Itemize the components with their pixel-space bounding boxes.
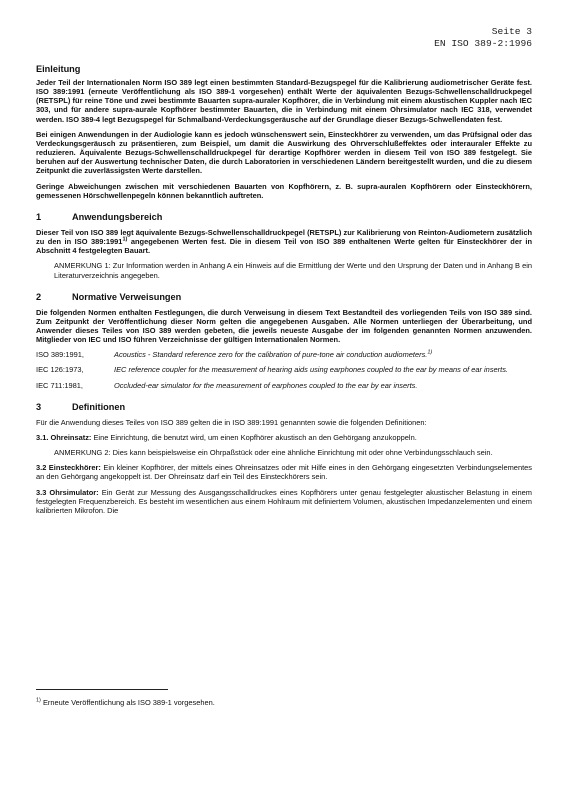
standard-id: EN ISO 389-2:1996 bbox=[434, 38, 532, 49]
definition-3-1 bbox=[36, 433, 532, 442]
reference-id: IEC 711:1981, bbox=[36, 380, 83, 390]
scope-text-b: angegebenen Werten fest. Die in diesem Teil von ISO 389 enthaltenen Werte gelten für Einsteckhörer der in Abschnitt 4 festgelegten Bauart. bbox=[36, 237, 532, 256]
reference-text: Acoustics - Standard reference zero for the calibration of pure-tone air conduction audiometers. bbox=[114, 350, 428, 360]
section-number: 2 bbox=[36, 291, 42, 302]
definition-3-3 bbox=[36, 488, 532, 515]
definition-term: 3.1. Ohreinsatz: bbox=[36, 432, 92, 442]
page-header bbox=[434, 26, 532, 50]
intro-paragraph-2: Bei einigen Anwendungen in der Audiologie kann es jedoch wünschenswert sein, Einsteckhörer zu verwenden, um das Prüfsignal oder das Verdeckungsgeräusch zu präsentieren, zum Beispiel, um damit die Auswirkung des Ohrverschlußeffektes oder interauraler Effekte zu reduzieren. Äquivalente Bezugs-Schwellenschalldruckpegel für derartige Kopfhörer werden in diesem Teil von ISO 389 festgelegt. Sie beruhen auf der Auswertung technischer Daten, die durch Laboratorien in verschiedenen Ländern bereitgestellt wurden, und die zu diesem Zeitpunkt die zuverlässigsten Werte darstellen. bbox=[36, 129, 532, 176]
definitions-intro: Für die Anwendung dieses Teiles von ISO 389 gelten die in ISO 389:1991 genannten sowie die folgenden Definitionen: bbox=[36, 417, 427, 427]
intro-paragraph-1: Jeder Teil der Internationalen Norm ISO 389 legt einen bestimmten Standard-Bezugspegel für die Kalibrierung audiometrischer Geräte fest. ISO 389:1991 (erneute Veröffentlichung als ISO 389-1 vorgesehen) enthält Werte der äquivalenten Bezugs-Schwellenschalldruckpegel (RETSPL) für reine Töne und zwei bestimmte Bauarten supra-auraler Kopfhörer, die in Verbindung mit einem akustischen Kuppler nach IEC 303, und für andere supra-aurale Kopfhörer bestimmter Bauarten, die in Verbindung mit einem Ohrsimulator nach IEC 318, verwendet werden. ISO 389-4 legt Bezugspegel für Schmalband-Verdeckungsgeräusche auf der Grundlage dieser Bezugs-Schwellendaten fest. bbox=[36, 78, 532, 124]
reference-id: ISO 389:1991, bbox=[36, 350, 84, 360]
section-title: Normative Verweisungen bbox=[72, 291, 182, 302]
intro-heading: Einleitung bbox=[36, 64, 81, 74]
reference-title: Occluded-ear simulator for the measurement of earphones coupled to the ear by ear inserts. bbox=[114, 380, 418, 390]
section-number: 1 bbox=[36, 211, 42, 222]
section-3-heading bbox=[36, 402, 532, 412]
reference-title bbox=[114, 350, 532, 359]
note-1: ANMERKUNG 1: Zur Information werden in Anhang A ein Hinweis auf die Ermittlung der Werte und den Ursprung der Daten und in Anhang B ein Literaturverzeichnis angegeben. bbox=[54, 261, 532, 280]
footnote-mark: 1) bbox=[36, 697, 41, 704]
reference-title: IEC reference coupler for the measurement of hearing aids using earphones coupled to the ear by means of ear inserts. bbox=[114, 365, 508, 375]
reference-id: IEC 126:1973, bbox=[36, 365, 84, 375]
section-2-heading bbox=[36, 292, 532, 302]
section-title: Definitionen bbox=[72, 401, 126, 412]
page-content bbox=[36, 64, 532, 521]
footnote-divider bbox=[36, 689, 168, 690]
footnote-ref: 1) bbox=[122, 236, 128, 243]
definition-term: 3.3 Ohrsimulator: bbox=[36, 487, 99, 497]
reference-item bbox=[36, 365, 532, 374]
definition-3-2 bbox=[36, 463, 532, 481]
section-number: 3 bbox=[36, 401, 42, 412]
note-2: ANMERKUNG 2: Dies kann beispielsweise ein Ohrpaßstück oder eine ähnliche Einrichtung mit oder ohne Verbindungsschlauch sein. bbox=[54, 448, 493, 458]
definition-text: Ein kleiner Kopfhörer, der mittels eines Ohreinsatzes oder mit Hilfe eines in den Gehörgang eingesetzten Verbindungselementes an den Gehörgang angekoppelt ist. Der Ohreinsatz darf ein Teil des Einsteckhörers sein. bbox=[36, 463, 532, 482]
section-title: Anwendungsbereich bbox=[72, 211, 163, 222]
definition-text: Eine Einrichtung, die benutzt wird, um einen Kopfhörer akustisch an den Gehörgang anzukoppeln. bbox=[91, 432, 417, 442]
section-1-heading bbox=[36, 212, 532, 222]
scope-paragraph bbox=[36, 228, 532, 255]
page-number: Seite 3 bbox=[491, 26, 532, 37]
normative-paragraph: Die folgenden Normen enthalten Festlegungen, die durch Verweisung in diesem Text Bestandteil des vorliegenden Teils von ISO 389 sind. Zum Zeitpunkt der Veröffentlichung dieser Norm gelten die angegebenen Ausgaben. Alle Normen unterliegen der Überarbeitung, und Anwender dieses Teiles von ISO 389 werden gebeten, die jeweils neueste Ausgabe der im folgenden genannten Normen anzuwenden. Mitglieder von IEC und ISO führen Verzeichnisse der gültigen Internationalen Normen. bbox=[36, 307, 532, 345]
reference-item bbox=[36, 381, 532, 390]
footnote-text: Erneute Veröffentlichung als ISO 389-1 vorgesehen. bbox=[40, 698, 215, 707]
scope-text-a: Dieser Teil von ISO 389 legt äquivalente Bezugs-Schwellenschalldruckpegel (RETSPL) zur Kalibrierung von Reinton-Audiometern zusätzlich zu den in ISO 389:1991 bbox=[36, 227, 532, 247]
footnote-ref: 1) bbox=[427, 349, 433, 356]
definition-text: Ein Gerät zur Messung des Ausgangsschalldruckes eines Kopfhörers unter genau festgelegter akustischer Belastung in einem festgelegten Frequenzbereich. Es besteht im wesentlichen aus einem Hohlraum mit definiertem Volumen, akustischen Impedanzelementen und einem kalibrierten Mikrofon. Die bbox=[36, 487, 532, 515]
reference-item bbox=[36, 350, 532, 359]
intro-paragraph-3: Geringe Abweichungen zwischen mit verschiedenen Bauarten von Kopfhörern, z. B. supra-auralen Kopfhörern oder Einsteckhörern, gemessenen Hörschwellenpegeln können bekanntlich auftreten. bbox=[36, 181, 532, 200]
footnote bbox=[36, 698, 215, 707]
definition-term: 3.2 Einsteckhörer: bbox=[36, 463, 101, 473]
